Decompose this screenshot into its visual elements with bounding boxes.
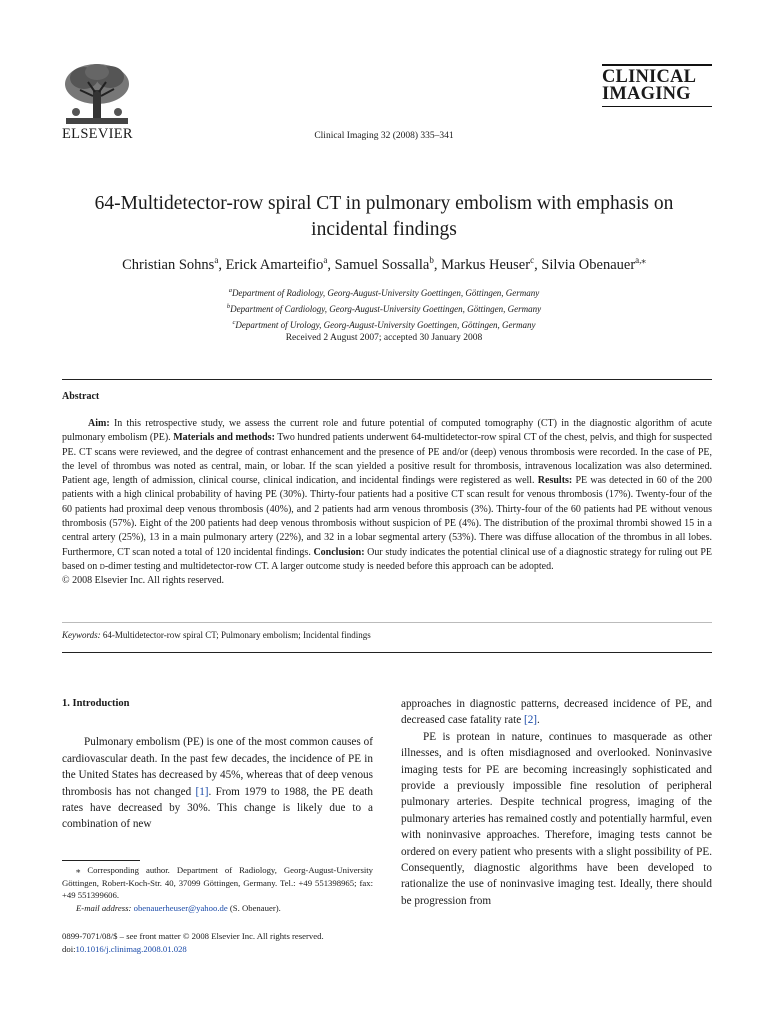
email-link[interactable]: obenauerheuser@yahoo.de [133,902,228,913]
affiliation-item [0,300,768,316]
affiliations [0,284,768,332]
affiliation-item [0,284,768,300]
body-paragraph [62,734,373,832]
divider-top [62,379,712,380]
citation-link[interactable]: [2] [523,714,538,727]
author-list: Christian Sohns$^a$, Erick Amarteifio$^a$, Samuel Sossalla$^b$, Markus Heuser$^c$, Silvia Obenauer$^{a,⁎}$ [122,255,646,273]
author-name: Samuel Sossalla [334,256,430,273]
footnote [62,864,373,914]
received-accepted-dates: Received 2 August 2007; accepted 30 January 2008 [285,333,483,343]
elsevier-tree-logo-icon [62,62,132,126]
aim-text: In this retrospective study, we assess the current role and future potential of computed tomography (CT) in the diagnostic algorithm of acute pulmonary embolism (PE). [62,418,712,444]
title-line-1: 64-Multidetector-row spiral CT in pulmonary embolism with emphasis on [94,193,674,214]
keywords [62,630,371,640]
author-affiliation-mark: c [530,255,535,265]
aim-label: Aim: [88,418,110,429]
conclusion-text-end: -dimer testing and multidetector-row CT. A larger outcome study is needed before this approach can be adopted. [104,560,554,572]
divider-body [62,652,712,653]
body-paragraph: PE is protean in nature, continues to masquerade as other illnesses, and is often misdiagnosed and overlooked. Noninvasive imaging tests for PE are becoming increasingly sophisticated and provide a previously impossible fine resolution of peripheral pulmonary arteries. Despite technical progress, imaging of the pulmonary arteries has remained costly and potentially harmful, even with noninvasive approaches. Therefore, imaging tests cannot be ordered on every patient who presents with a slight possibility of PE. Consequently, diagnostic algorithms have been developed to rationalize the use of noninvasive imaging test. Ideally, there should be progression from [401,730,712,907]
abstract-body [62,417,712,589]
author-name: Erick Amarteifio [225,256,324,273]
brand-line-2: IMAGING [602,84,691,104]
body-right-column [401,696,712,909]
results-label: Results: [537,475,573,487]
paragraph-text: Pulmonary embolism (PE) is one of the most common causes of cardiovascular death. In the past few decades, the incidence of PE in the United States has decreased by 45%, whereas that of deep venous thrombosis has not changed [62,736,373,798]
doi-line [62,943,324,956]
paragraph-text: . From 1979 to 1988, the PE death rates have decreased by 30%. This change is likely due to a combination of new [62,785,373,831]
author-affiliation-mark: b [429,255,434,265]
affiliation-text: Department of Radiology, Georg-August-University Goettingen, Göttingen, Germany [231,288,540,298]
email-suffix: (S. Obenauer). [227,902,281,913]
email-line [62,902,373,915]
author-name: Silvia Obenauer [541,256,636,273]
abstract-paragraph [62,417,712,574]
brand-line-1: CLINICAL [602,67,697,87]
abstract-heading: Abstract [62,391,100,402]
section-heading-introduction: 1. Introduction [62,698,130,709]
journal-reference: Clinical Imaging 32 (2008) 335–341 [314,131,454,141]
author-name: Markus Heuser [441,256,531,273]
citation-link[interactable]: [1] [195,785,209,798]
journal-brand [602,64,712,110]
brand-rule-bottom [602,106,712,107]
publisher-name: ELSEVIER [62,126,133,142]
conclusion-text: Our study indicates the potential clinical use of a diagnostic strategy for ruling out PE based on [62,546,712,572]
keywords-label: Keywords: [62,630,101,640]
article-title [40,191,728,243]
affiliation-mark: c [232,319,236,326]
affiliation-item [0,316,768,332]
front-matter [62,930,324,955]
affiliation-mark: b [226,303,231,310]
affiliation-text: Department of Cardiology, Georg-August-University Goettingen, Göttingen, Germany [230,304,542,314]
paragraph-text: approaches in diagnostic patterns, decreased incidence of PE, and decreased case fatality rate [401,698,712,727]
conclusion-label: Conclusion: [313,546,365,558]
methods-label: Materials and methods: [173,432,275,444]
results-text: PE was detected in 60 of the 200 patients with a high clinical probability of having PE (30%). Thirty-four patients had a positive CT scan result for venous thrombosis (17%). Twenty-four of the 60 patients had proximal deep venous thrombosis (40%), and 2 patients had arm venous thrombosis (3%). Thirty-four of the 60 patients had PE without venous thrombosis (57%). Eight of the 200 patients had deep venous thrombosis without suspicion of PE (4%). The distribution of the proximal thrombi showed 15 in a central artery (25%), 13 in a main pulmonary artery (22%), and 32 in a lobar segmental artery (53%). There was diffuse allocation of the thrombus in all lobes. Furthermore, CT scan noted a total of 120 incidental findings. [62,475,712,558]
doi-label: doi: [62,943,76,954]
body-left-column [62,696,373,833]
divider-keywords [62,622,712,623]
paragraph-text: . [537,714,540,727]
doi-link[interactable]: 10.1016/j.clinimag.2008.01.028 [75,943,187,954]
author-affiliation-mark: a,⁎ [635,255,646,265]
affiliation-text: Department of Urology, Georg-August-University Goettingen, Göttingen, Germany [235,320,536,330]
front-matter-line: 0899-7071/08/$ – see front matter © 2008 Elsevier Inc. All rights reserved. [62,931,324,941]
title-line-2: incidental findings [311,219,457,240]
footnote-rule [62,860,140,861]
methods-text: Two hundred patients underwent 64-multidetector-row spiral CT of the chest, pelvis, and thigh for suspected PE. CT scans were reviewed, and the degree of contrast enhancement and the presence of PE and/or (deep) venous thrombosis were recorded. In the case of PE, the level of thrombus was noted as central, main, or lobar. If the scan yielded a positive result for thrombosis, intravenous localization was also determined. Patient age, length of admission, clinical course, clinical indication, and incidental findings were registered as well. [62,432,712,487]
body-paragraph [401,696,712,729]
corresponding-author-note: ⁎ Corresponding author. Department of Radiology, Georg-August-University Göttingen, Robert-Koch-Str. 40, 37099 Göttingen, Germany. Tel.: +49 551398965; fax: +49 551399606. [62,865,373,900]
brand-rule-top [602,64,712,66]
author-affiliation-mark: a [214,255,219,265]
email-label: E-mail address: [76,902,132,913]
author-affiliation-mark: a [323,255,328,265]
abstract-copyright: © 2008 Elsevier Inc. All rights reserved. [62,575,225,587]
keywords-text: 64-Multidetector-row spiral CT; Pulmonary embolism; Incidental findings [100,630,371,640]
author-name: Christian Sohns [122,256,215,273]
affiliation-mark: a [228,287,232,294]
dimer-prefix: d [99,560,105,572]
